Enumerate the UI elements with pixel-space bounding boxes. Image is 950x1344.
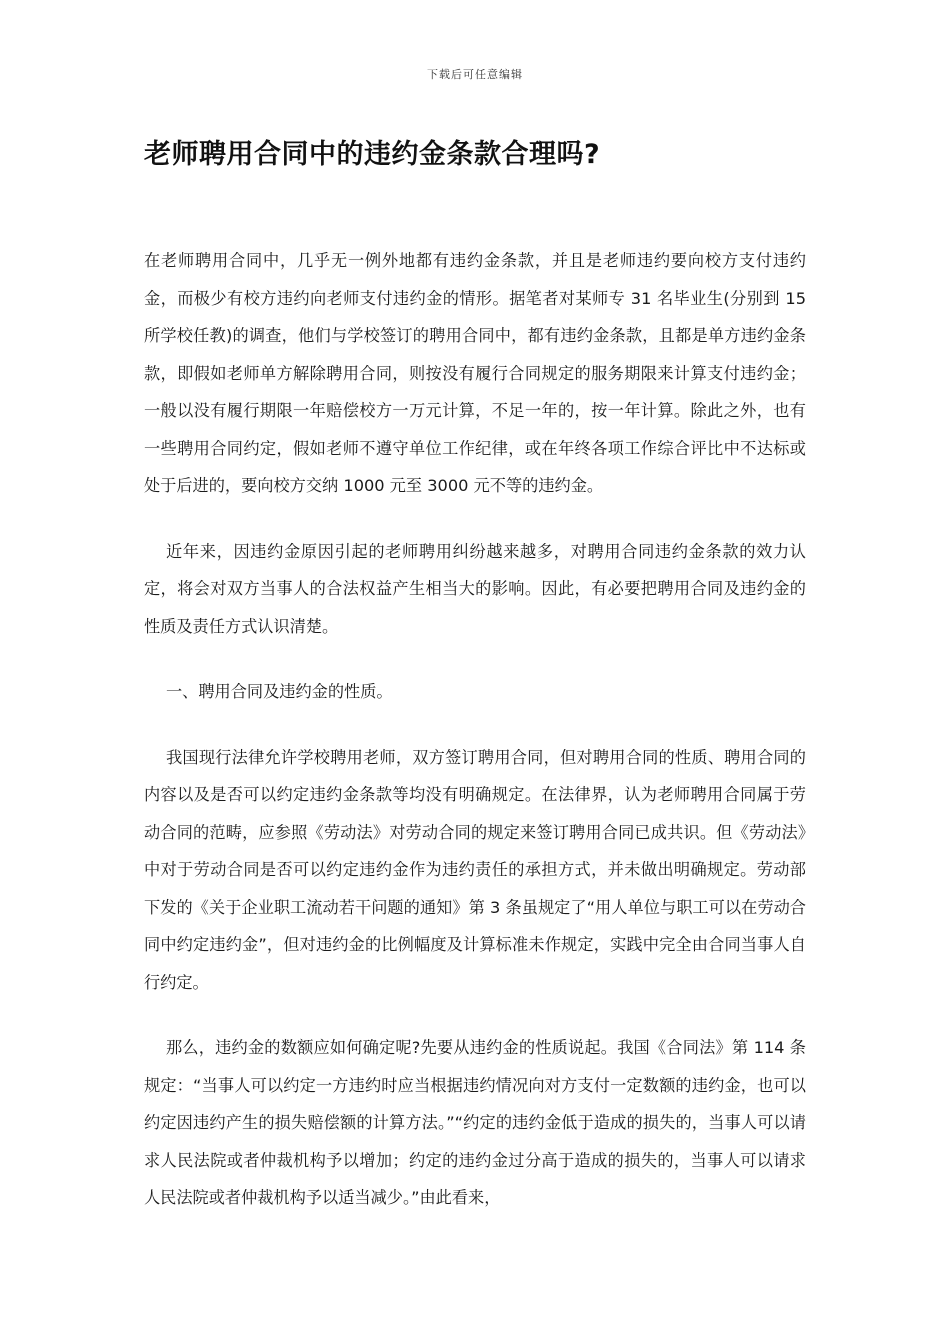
paragraph-3: 我国现行法律允许学校聘用老师，双方签订聘用合同，但对聘用合同的性质、聘用合同的内容以及是否可以约定违约金条款等均没有明确规定。在法律界，认为老师聘用合同属于劳动合同的范畴，应参照《劳动法》对劳动合同的规定来签订聘用合同已成共识。但《劳动法》中对于劳动合同是否可以约定违约金作为违约责任的承担方式，并未做出明确规定。劳动部下发的《关于企业职工流动若干问题的通知》第 3 条虽规定了“用人单位与职工可以在劳动合同中约定违约金”，但对违约金的比例幅度及计算标准未作规定，实践中完全由合同当事人自行约定。 [144, 747, 806, 992]
paragraph-4: 那么，违约金的数额应如何确定呢?先要从违约金的性质说起。我国《合同法》第 114 条规定：“当事人可以约定一方违约时应当根据违约情况向对方支付一定数额的违约金，也可以约定因违约产生的损失赔偿额的计算方法。”“约定的违约金低于造成的损失的，当事人可以请求人民法院或者仲裁机构予以增加；约定的违约金过分高于造成的损失的，当事人可以请求人民法院或者仲裁机构予以适当减少。”由此看来， [144, 1038, 806, 1207]
document-body [144, 242, 806, 1245]
header-note: 下载后可任意编辑 [427, 68, 523, 81]
section-heading-1: 一、聘用合同及违约金的性质。 [166, 682, 393, 701]
paragraph-2: 近年来，因违约金原因引起的老师聘用纠纷越来越多，对聘用合同违约金条款的效力认定，将会对双方当事人的合法权益产生相当大的影响。因此，有必要把聘用合同及违约金的性质及责任方式认识清楚。 [144, 541, 806, 636]
paragraph-1: 在老师聘用合同中，几乎无一例外地都有违约金条款，并且是老师违约要向校方支付违约金，而极少有校方违约向老师支付违约金的情形。据笔者对某师专 31 名毕业生(分别到 15 所学校任教)的调查，他们与学校签订的聘用合同中，都有违约金条款，且都是单方违约金条款，即假如老师单方解除聘用合同，则按没有履行合同规定的服务期限来计算支付违约金；一般以没有履行期限一年赔偿校方一万元计算，不足一年的，按一年计算。除此之外，也有一些聘用合同约定，假如老师不遵守单位工作纪律，或在年终各项工作综合评比中不达标或处于后进的，要向校方交纳 1000 元至 3000 元不等的违约金。 [144, 251, 806, 495]
document-title: 老师聘用合同中的违约金条款合理吗? [144, 139, 601, 170]
